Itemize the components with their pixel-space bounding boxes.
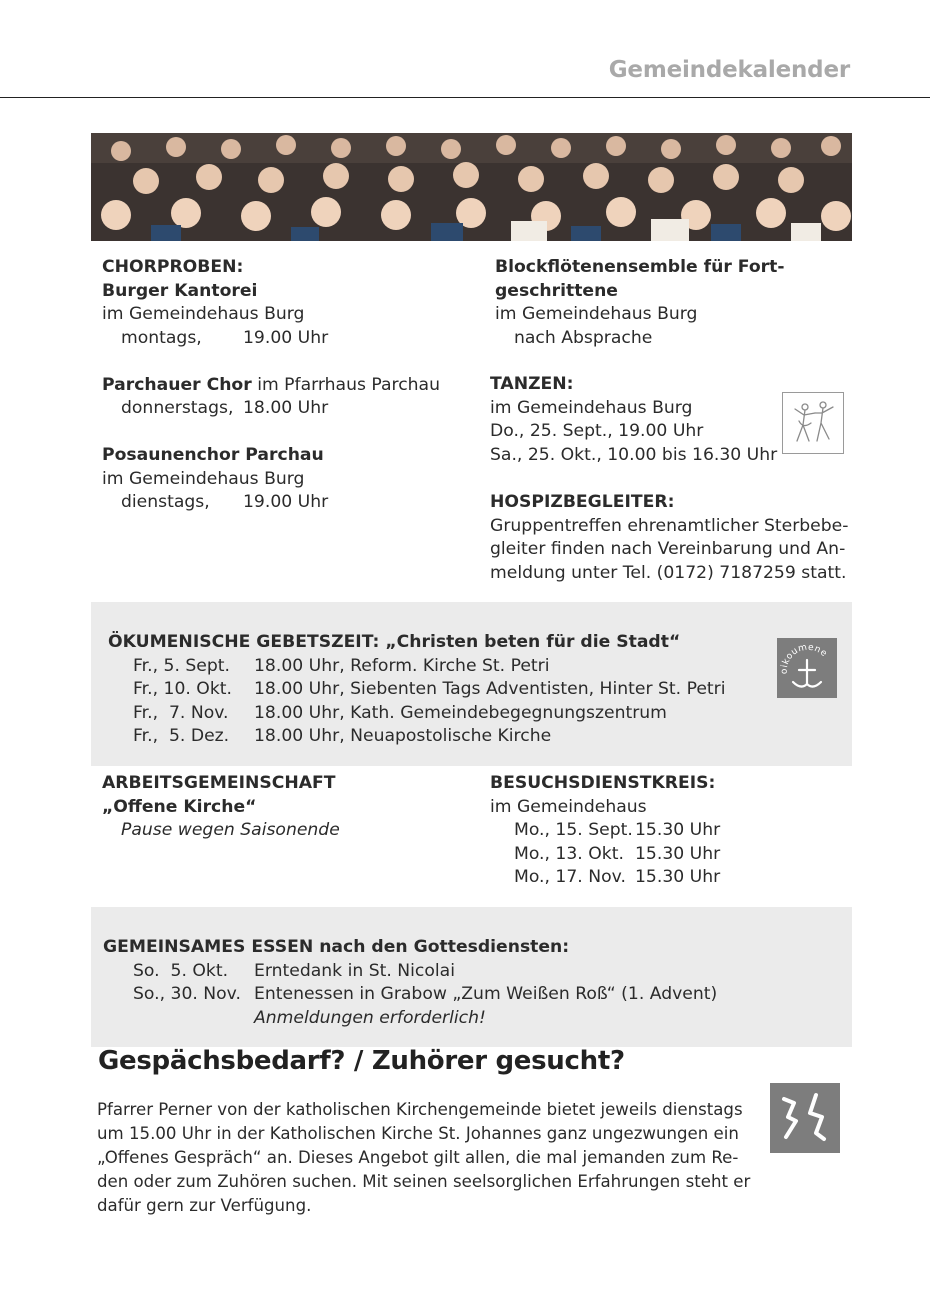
choir-photo-illustration (91, 133, 852, 241)
essen-detail: Erntedank in St. Nicolai (254, 960, 455, 981)
ag-heading-1: ARBEITSGEMEINSCHAFT (102, 773, 336, 793)
tanzen-place: im Gemeindehaus Burg (490, 397, 693, 418)
posaunenchor-place: im Gemeindehaus Burg (102, 468, 305, 489)
parchauer-chor-schedule (102, 397, 440, 421)
blockfloete-heading-1: Blockflötenensemble für Fort- (495, 257, 785, 277)
blockfloete-heading-2: geschrittene (495, 280, 618, 301)
oekumene-date: Fr., 5. Dez. (133, 726, 230, 746)
oekumene-row (108, 702, 725, 726)
besuchsdienst-row (490, 843, 720, 867)
essen-date: So. 5. Okt. (133, 960, 229, 981)
besuchsdienst-row (490, 819, 720, 843)
ag-note: Pause wegen Saisonende (121, 820, 340, 840)
oekumene-detail: 18.00 Uhr, Kath. Gemeindebegegnungszentrum (254, 702, 667, 723)
blockfloete-place: im Gemeindehaus Burg (495, 304, 698, 324)
oekumene-detail: 18.00 Uhr, Neuapostolische Kirche (254, 726, 552, 746)
essen-section (103, 936, 717, 1030)
gespraech-line: Pfarrer Perner von der katholischen Kirchengemeinde bietet jeweils dienstags (97, 1100, 743, 1119)
besuchsdienst-time: 15.30 Uhr (635, 820, 721, 840)
gespraech-line: „Offenes Gespräch“ an. Dieses Angebot gilt allen, die mal jemanden zum Re- (97, 1148, 739, 1167)
besuchsdienst-time: 15.30 Uhr (635, 867, 721, 887)
tanzen-section (490, 373, 777, 467)
parchauer-chor-line (102, 374, 440, 398)
besuchsdienst-date: Mo., 15. Sept. (514, 820, 633, 840)
essen-row (103, 983, 717, 1007)
gespraech-title: Gespächsbedarf? / Zuhörer gesucht? (98, 1046, 625, 1076)
hospiz-line-1: Gruppentreffen ehrenamtlicher Sterbebe- (490, 515, 849, 536)
posaunenchor-day: dienstags, (121, 492, 210, 512)
oikoumene-label: oikoumene (779, 642, 829, 675)
blockfloete-note: nach Absprache (514, 327, 653, 348)
essen-date: So., 30. Nov. (133, 984, 241, 1004)
choir-photo (91, 133, 852, 241)
oekumene-row (108, 655, 725, 679)
besuchsdienst-section (490, 772, 720, 890)
parchauer-chor-place: im Pfarrhaus Parchau (251, 374, 440, 395)
burger-kantorei-day: montags, (121, 327, 202, 348)
oekumene-date: Fr., 5. Sept. (133, 655, 230, 676)
burger-kantorei-time: 19.00 Uhr (243, 327, 329, 348)
essen-heading: GEMEINSAMES ESSEN nach den Gottesdiensten: (103, 937, 570, 957)
chorproben-heading: CHORPROBEN: (102, 257, 244, 277)
besuchsdienst-heading: BESUCHSDIENSTKREIS: (490, 773, 716, 793)
besuchsdienst-row (490, 866, 720, 890)
oekumene-detail: 18.00 Uhr, Siebenten Tags Adventisten, Hinter St. Petri (254, 679, 726, 699)
parchauer-chor-time: 18.00 Uhr (243, 398, 329, 418)
gespraech-paragraph (97, 1098, 757, 1218)
parchauer-chor-day: donnerstags, (121, 398, 234, 418)
parchauer-chor-name: Parchauer Chor (102, 374, 252, 395)
oekumene-date: Fr., 7. Nov. (133, 702, 229, 723)
gespraech-line: dafür gern zur Verfügung. (97, 1196, 312, 1215)
essen-detail: Entenessen in Grabow „Zum Weißen Roß“ (1. Advent) (254, 984, 718, 1004)
oekumene-row (108, 678, 725, 702)
oikoumene-icon (777, 638, 837, 698)
essen-row (103, 960, 717, 984)
oekumene-detail: 18.00 Uhr, Reform. Kirche St. Petri (254, 655, 550, 676)
chorproben-section (102, 256, 440, 515)
besuchsdienst-date: Mo., 17. Nov. (514, 867, 626, 887)
gespraech-line: den oder zum Zuhören suchen. Mit seinen seelsorglichen Erfahrungen steht er (97, 1172, 751, 1191)
hospiz-line-3: meldung unter Tel. (0172) 7187259 statt. (490, 562, 847, 583)
ag-heading-2: „Offene Kirche“ (102, 796, 257, 817)
oekumene-section (108, 631, 725, 749)
burger-kantorei-place: im Gemeindehaus Burg (102, 304, 305, 324)
oekumene-row (108, 725, 725, 749)
tanzen-date-1: Do., 25. Sept., 19.00 Uhr (490, 421, 704, 441)
posaunenchor-name: Posaunenchor Parchau (102, 445, 324, 465)
hospiz-line-2: gleiter finden nach Vereinbarung und An- (490, 539, 846, 559)
hospiz-section (490, 491, 848, 585)
arbeitsgemeinschaft-section (102, 772, 340, 843)
essen-note: Anmeldungen erforderlich! (254, 1007, 486, 1028)
oekumene-heading: ÖKUMENISCHE GEBETSZEIT: „Christen beten für die Stadt“ (108, 632, 681, 652)
gespraech-line: um 15.00 Uhr in der Katholischen Kirche St. Johannes ganz ungezwungen ein (97, 1124, 739, 1143)
burger-kantorei-schedule (102, 327, 440, 351)
hospiz-heading: HOSPIZBEGLEITER: (490, 492, 675, 512)
posaunenchor-time: 19.00 Uhr (243, 492, 329, 512)
dancers-icon (782, 392, 844, 454)
header-divider (0, 97, 930, 98)
besuchsdienst-date: Mo., 13. Okt. (514, 843, 624, 864)
besuchsdienst-place: im Gemeindehaus (490, 796, 647, 817)
page-title: Gemeindekalender (608, 57, 850, 83)
conversation-icon (770, 1083, 840, 1153)
oekumene-date: Fr., 10. Okt. (133, 679, 232, 699)
tanzen-heading: TANZEN: (490, 374, 574, 394)
besuchsdienst-time: 15.30 Uhr (635, 843, 721, 864)
burger-kantorei-name: Burger Kantorei (102, 280, 258, 301)
tanzen-date-2: Sa., 25. Okt., 10.00 bis 16.30 Uhr (490, 444, 778, 465)
blockfloete-section (495, 256, 784, 350)
posaunenchor-schedule (102, 491, 440, 515)
